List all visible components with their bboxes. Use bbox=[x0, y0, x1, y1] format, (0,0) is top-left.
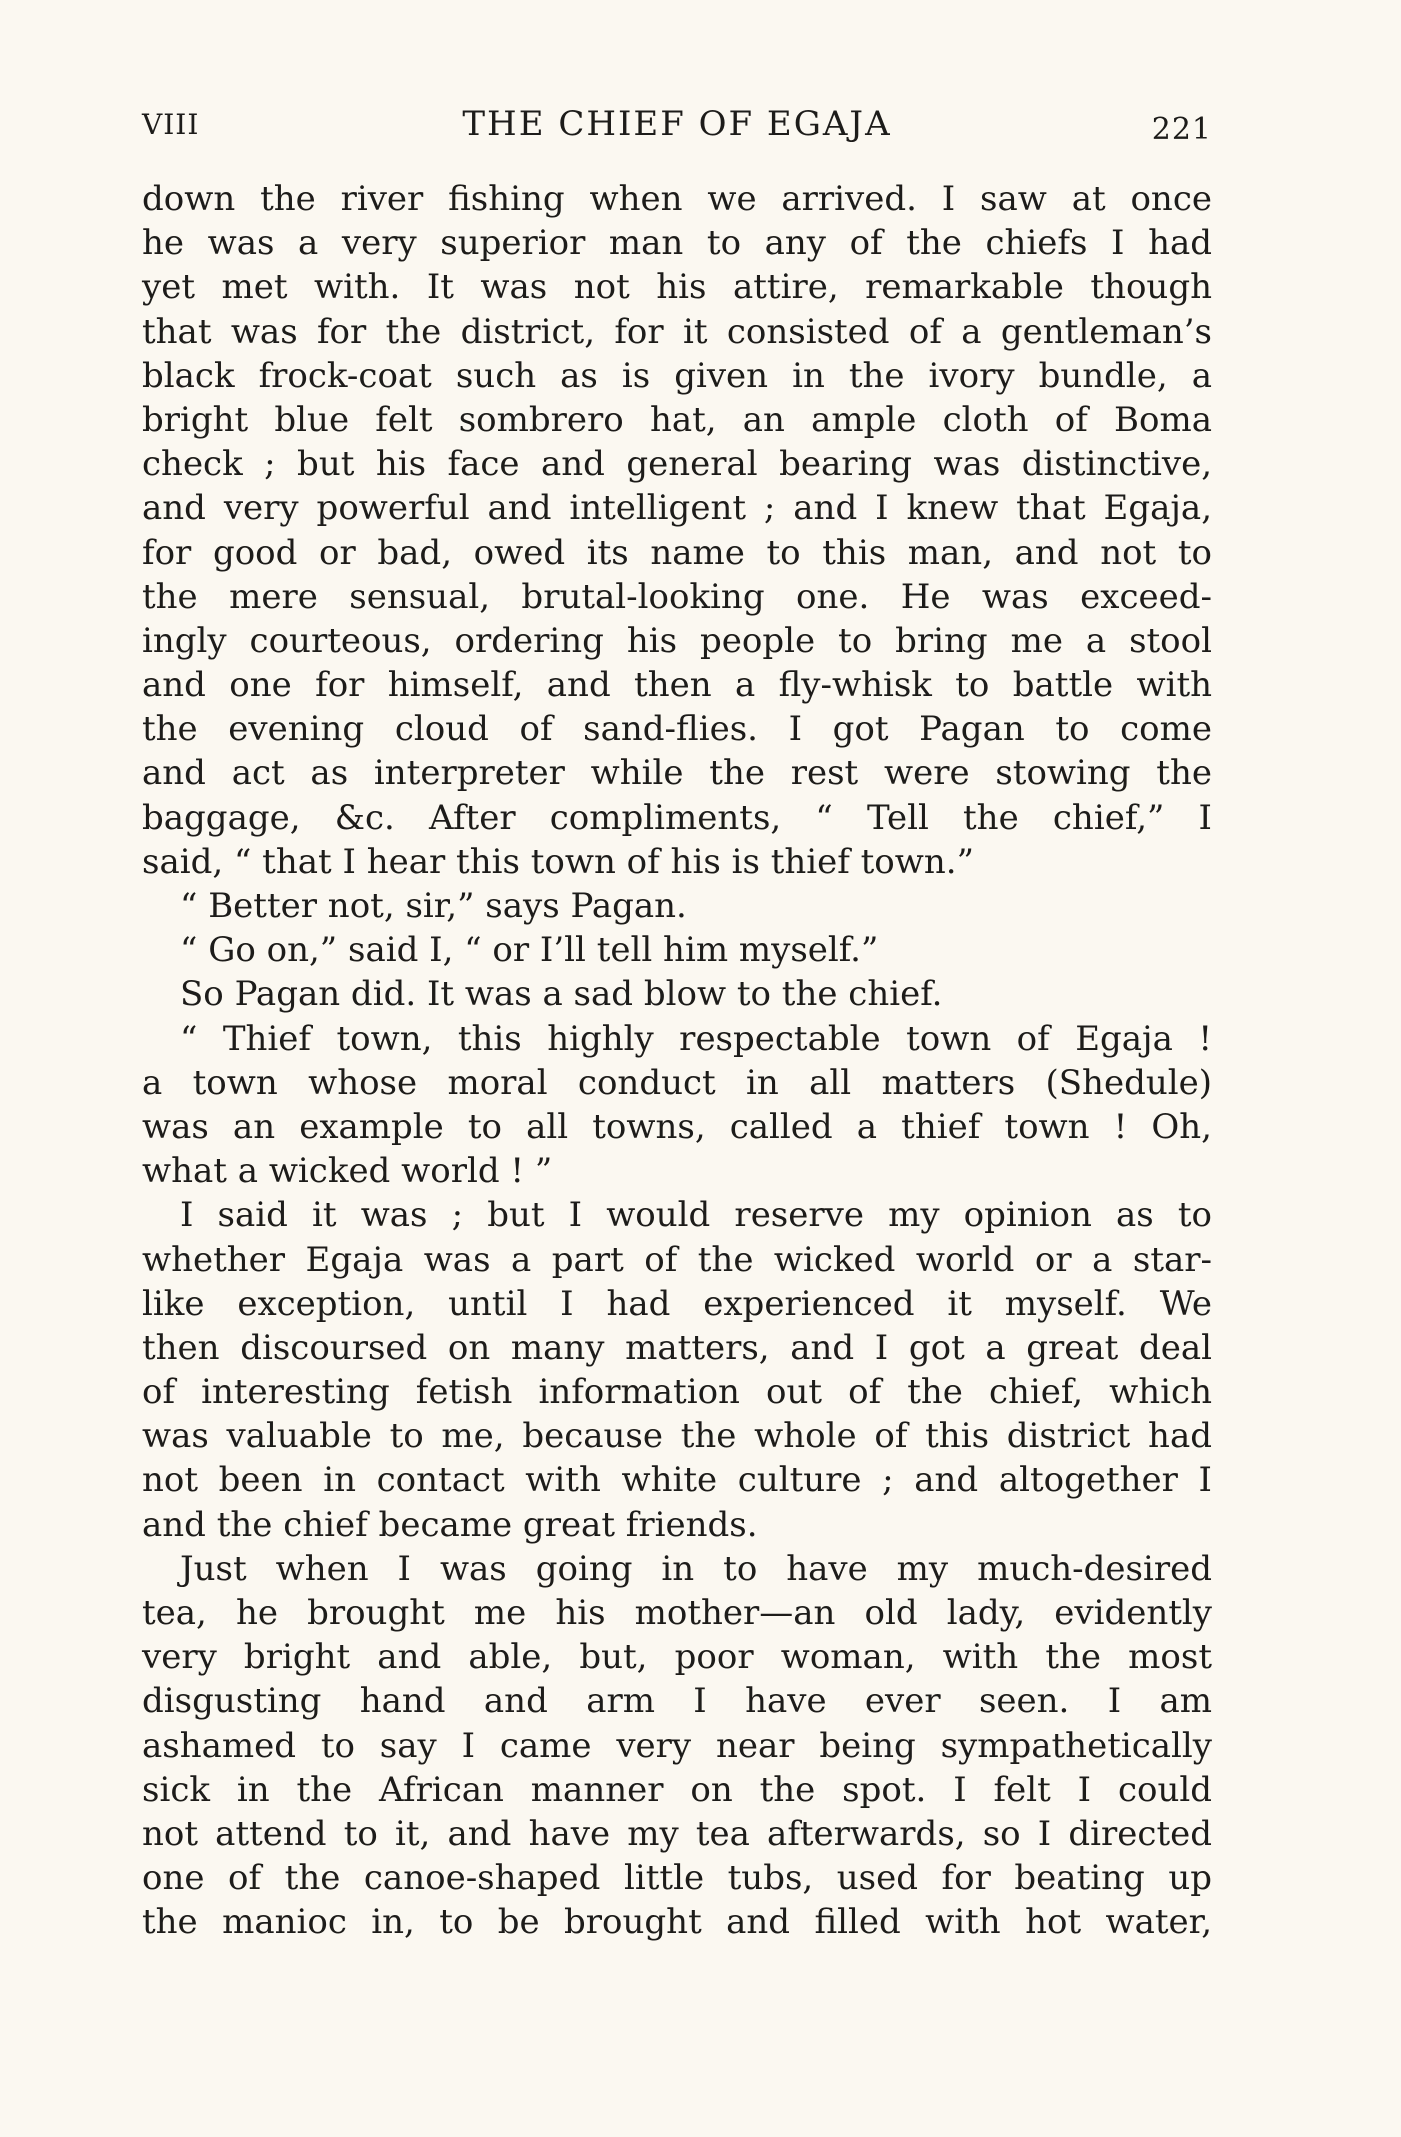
text-line: not been in contact with white culture ; and altogether I bbox=[142, 1460, 1212, 1501]
text-line: and the chief became great friends. bbox=[142, 1504, 758, 1545]
text-line: that was for the district, for it consisted of a gentleman’s bbox=[142, 311, 1212, 352]
text-line: check ; but his face and general bearing was distinctive, bbox=[142, 444, 1212, 485]
text-line: “ Go on,” said I, “ or I’ll tell him myself.” bbox=[180, 930, 879, 971]
text-line: Just when I was going in to have my much-desired bbox=[180, 1548, 1212, 1589]
text-line: what a wicked world ! ” bbox=[142, 1151, 553, 1192]
text-line: sick in the African manner on the spot. I felt I could bbox=[142, 1769, 1212, 1810]
text-line: the manioc in, to be brought and filled with hot water, bbox=[142, 1902, 1212, 1943]
text-line: tea, he brought me his mother—an old lady, evidently bbox=[142, 1593, 1212, 1633]
text-line: like exception, until I had experienced it myself. We bbox=[142, 1283, 1212, 1324]
text-line: a town whose moral conduct in all matters (Shedule) bbox=[142, 1062, 1212, 1103]
text-line: very bright and able, but, poor woman, with the most bbox=[142, 1637, 1212, 1678]
text-line: bright blue felt sombrero hat, an ample cloth of Boma bbox=[142, 399, 1212, 440]
text-line: the evening cloud of sand-flies. I got Pagan to come bbox=[142, 709, 1212, 750]
chapter-number: VIII bbox=[142, 108, 200, 141]
text-line: ashamed to say I came very near being sympathetically bbox=[142, 1725, 1212, 1766]
text-line: and act as interpreter while the rest were stowing the bbox=[142, 753, 1212, 794]
text-line: he was a very superior man to any of the chiefs I had bbox=[142, 223, 1212, 264]
text-line: and one for himself, and then a fly-whisk to battle with bbox=[142, 665, 1212, 706]
text-line: black frock-coat such as is given in the ivory bundle, a bbox=[142, 355, 1212, 396]
text-line: down the river fishing when we arrived. I saw at once bbox=[142, 179, 1212, 219]
text-line: not attend to it, and have my tea afterwards, so I directed bbox=[142, 1813, 1212, 1854]
text-line: then discoursed on many matters, and I got a great deal bbox=[142, 1327, 1212, 1368]
text-line: said, “ that I hear this town of his is thief town.” bbox=[142, 841, 974, 882]
text-line: “ Better not, sir,” says Pagan. bbox=[180, 886, 687, 926]
text-line: yet met with. It was not his attire, remarkable though bbox=[142, 267, 1212, 308]
text-line: So Pagan did. It was a sad blow to the chief. bbox=[180, 974, 943, 1015]
text-line: and very powerful and intelligent ; and I knew that Egaja, bbox=[142, 488, 1212, 529]
text-line: was an example to all towns, called a thief town ! Oh, bbox=[142, 1106, 1212, 1147]
text-line: I said it was ; but I would reserve my opinion as to bbox=[180, 1195, 1212, 1236]
text-line: for good or bad, owed its name to this man, and not to bbox=[142, 532, 1212, 573]
running-title: THE CHIEF OF EGAJA bbox=[462, 104, 892, 144]
text-line: “ Thief town, this highly respectable town of Egaja ! bbox=[180, 1018, 1212, 1059]
text-line: the mere sensual, brutal-looking one. He was exceed- bbox=[142, 576, 1212, 617]
text-line: baggage, &c. After compliments, “ Tell the chief,” I bbox=[142, 797, 1212, 838]
body-text bbox=[142, 177, 1212, 1945]
text-line: one of the canoe-shaped little tubs, used for beating up bbox=[142, 1858, 1212, 1899]
page-number: 221 bbox=[1151, 112, 1212, 147]
text-line: ingly courteous, ordering his people to bring me a stool bbox=[142, 620, 1212, 661]
text-line: whether Egaja was a part of the wicked world or a star- bbox=[142, 1239, 1212, 1280]
text-line: was valuable to me, because the whole of this district had bbox=[142, 1416, 1212, 1457]
text-line: disgusting hand and arm I have ever seen. I am bbox=[142, 1681, 1212, 1722]
text-line: of interesting fetish information out of the chief, which bbox=[142, 1372, 1212, 1413]
running-header bbox=[142, 104, 1212, 156]
